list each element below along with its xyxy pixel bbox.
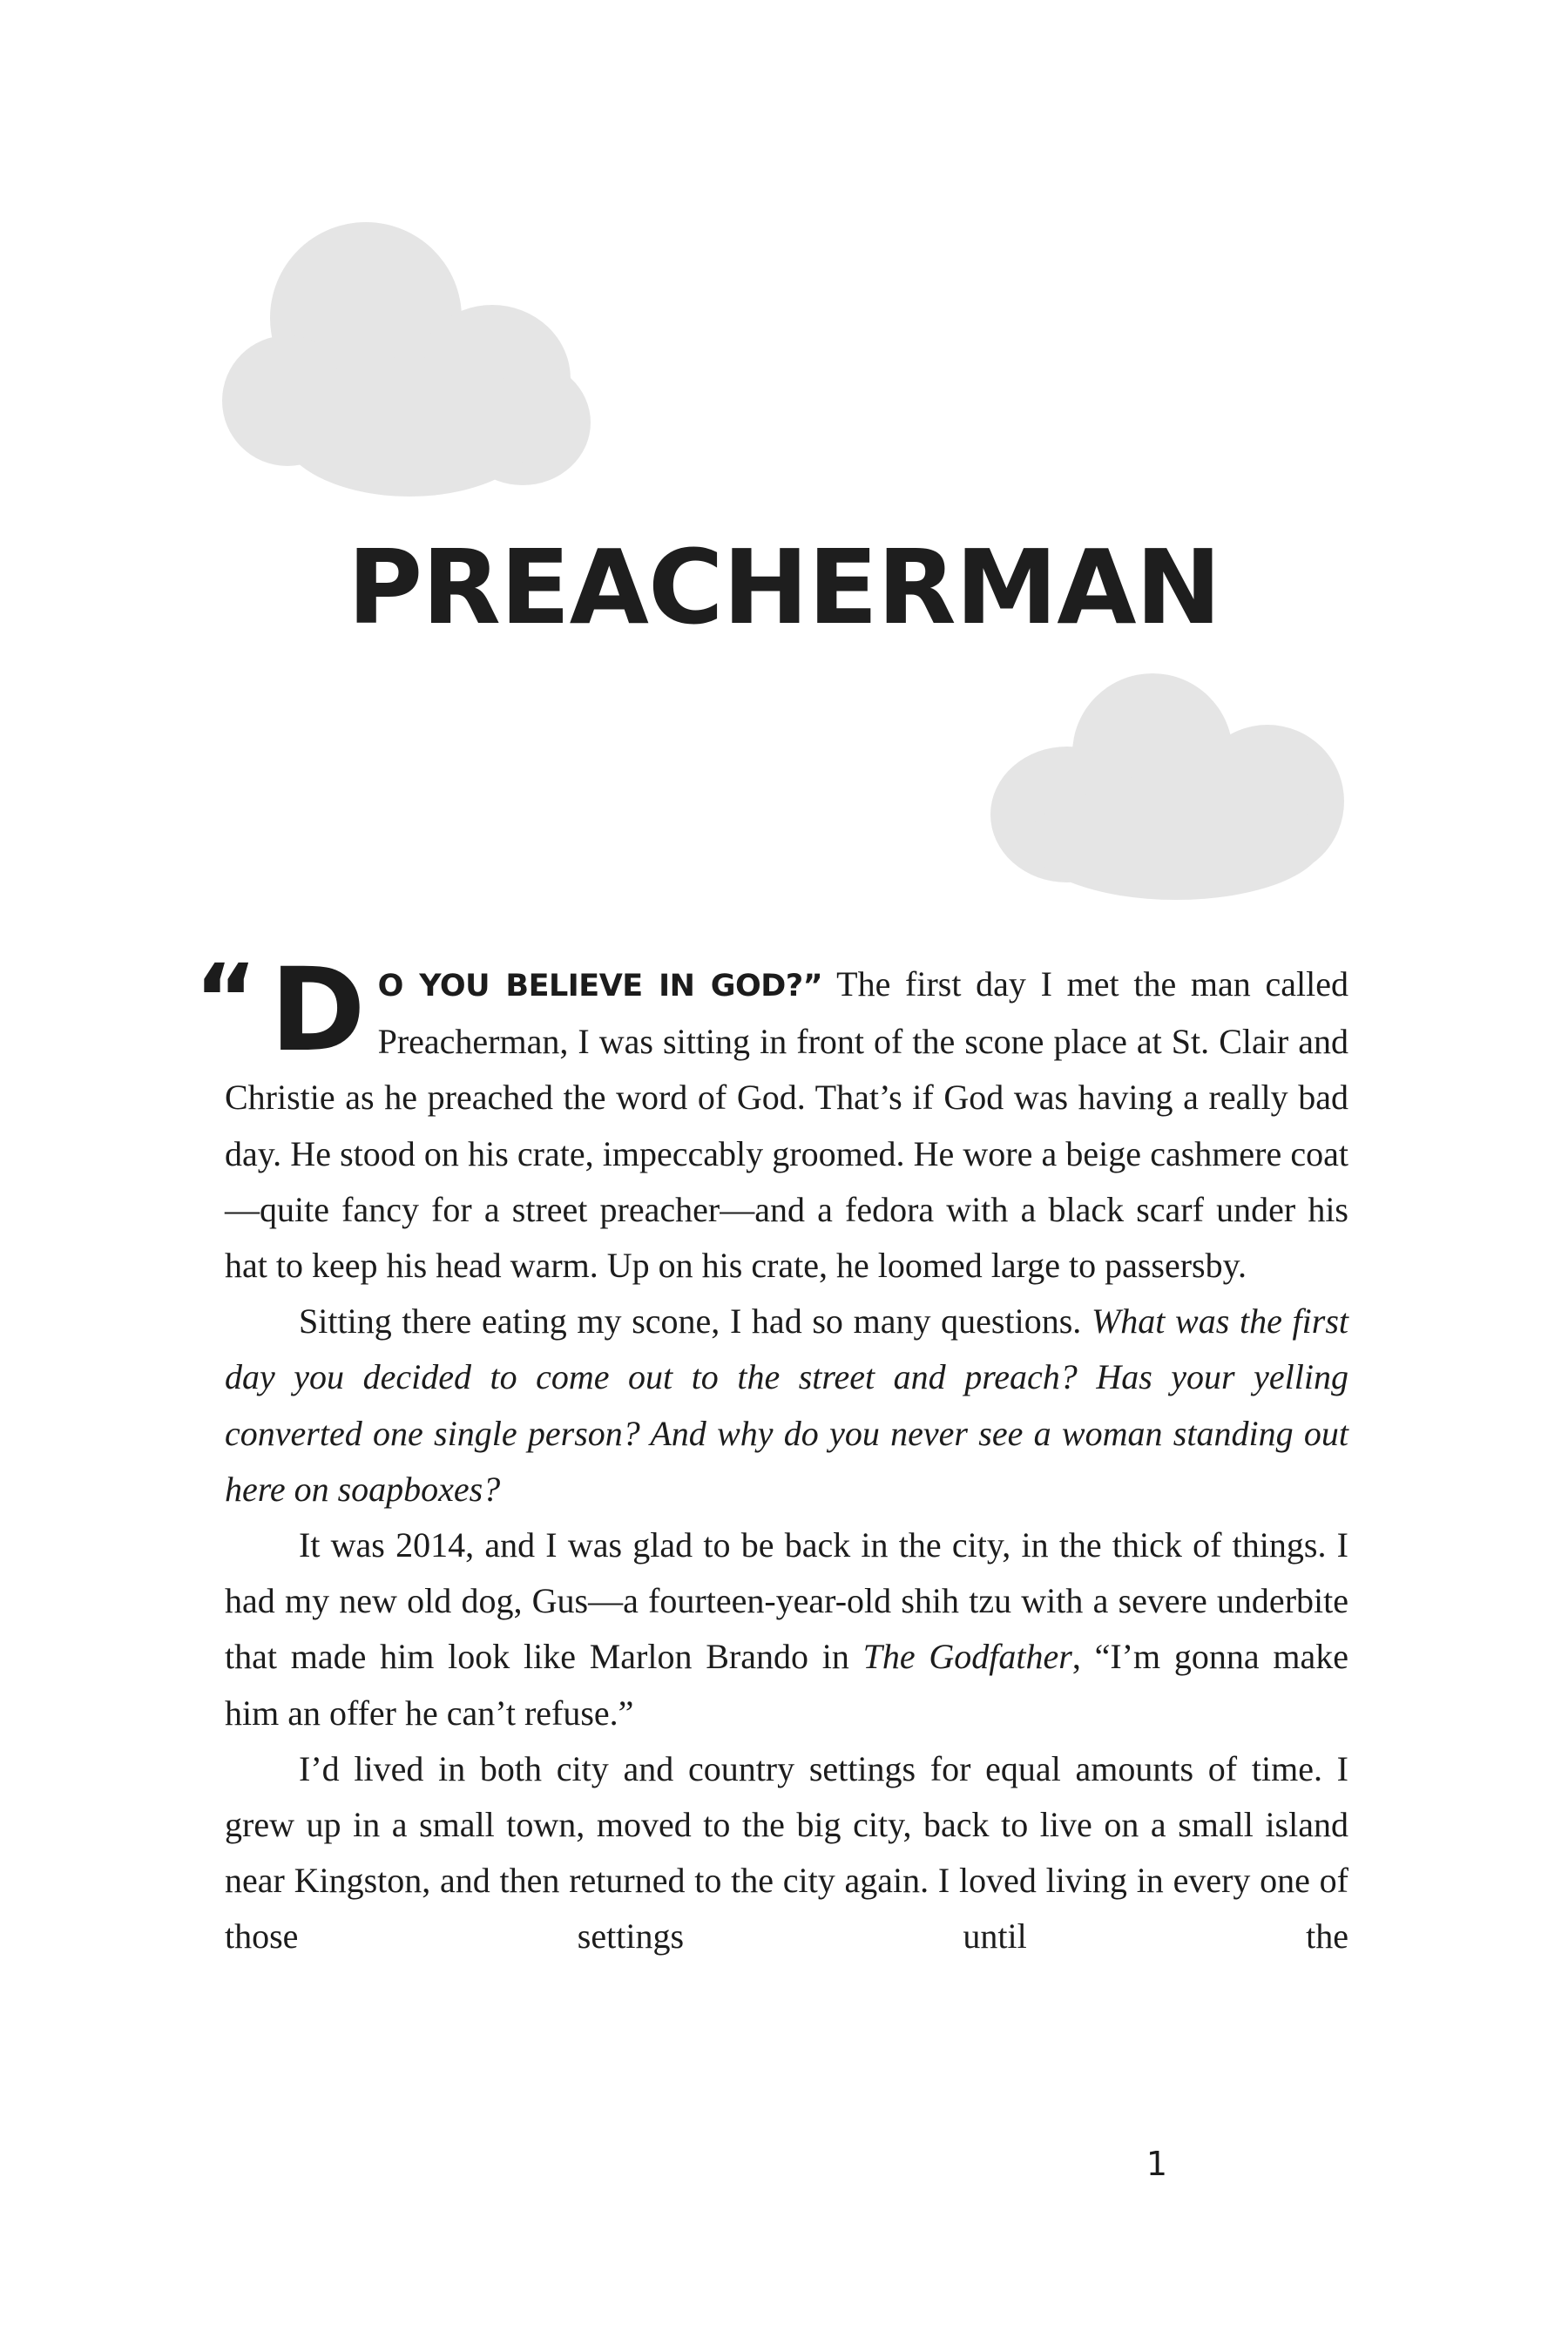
paragraph-2 <box>225 1294 1348 1517</box>
chapter-title: PREACHERMAN <box>347 527 1221 647</box>
paragraph-3 <box>225 1517 1348 1741</box>
paragraph-4-text: I’d lived in both city and country settings for equal amounts of time. I grew up in a small town, moved to the big city, back to live on a small island near Kingston, and then returned to the city again. I loved living in every one of those settings until the <box>225 1748 1348 1957</box>
paragraph-1 <box>225 943 1348 1294</box>
paragraph-3-text: It was 2014, and I was glad to be back in the city, in the thick of things. I had my new old dog, Gus—a fourteen-year-old shih tzu with a severe underbite that made him look like Marlon Brando in <box>225 1525 1348 1677</box>
cloud-icon <box>989 671 1355 906</box>
body-text <box>194 943 1349 1965</box>
lead-in: O YOU BELIEVE IN GOD?” <box>377 969 823 1004</box>
paragraph-4 <box>225 1741 1348 1965</box>
paragraph-3-text-end: , “I’m gonna make him an offer he can’t refuse.” <box>225 1637 1349 1733</box>
page-number: 1 <box>1146 2145 1167 2183</box>
cloud-icon <box>222 218 605 505</box>
paragraph-2-italic: What was the first day you decided to come out to the street and preach? Has your yelling converted one single person? And why do you never see a woman standing out here on soapboxes? <box>225 1301 1348 1509</box>
drop-cap: D <box>270 943 366 1078</box>
opening-quote-mark: “ <box>194 943 258 1055</box>
paragraph-2-text: Sitting there eating my scone, I had so many questions. <box>299 1301 1092 1342</box>
paragraph-3-italic: The Godfather <box>862 1637 1072 1677</box>
paragraph-1-text: The first day I met the man called Preacherman, I was sitting in front of the scone place at St. Clair and Christie as he preached the word of God. That’s if God was having a really bad day. He stood on his crate, impeccably groomed. He wore a beige cashmere coat—quite fancy for a street preacher—and a fedora with a black scarf under his hat to keep his head warm. Up on his crate, he loomed large to passersby. <box>225 964 1348 1286</box>
